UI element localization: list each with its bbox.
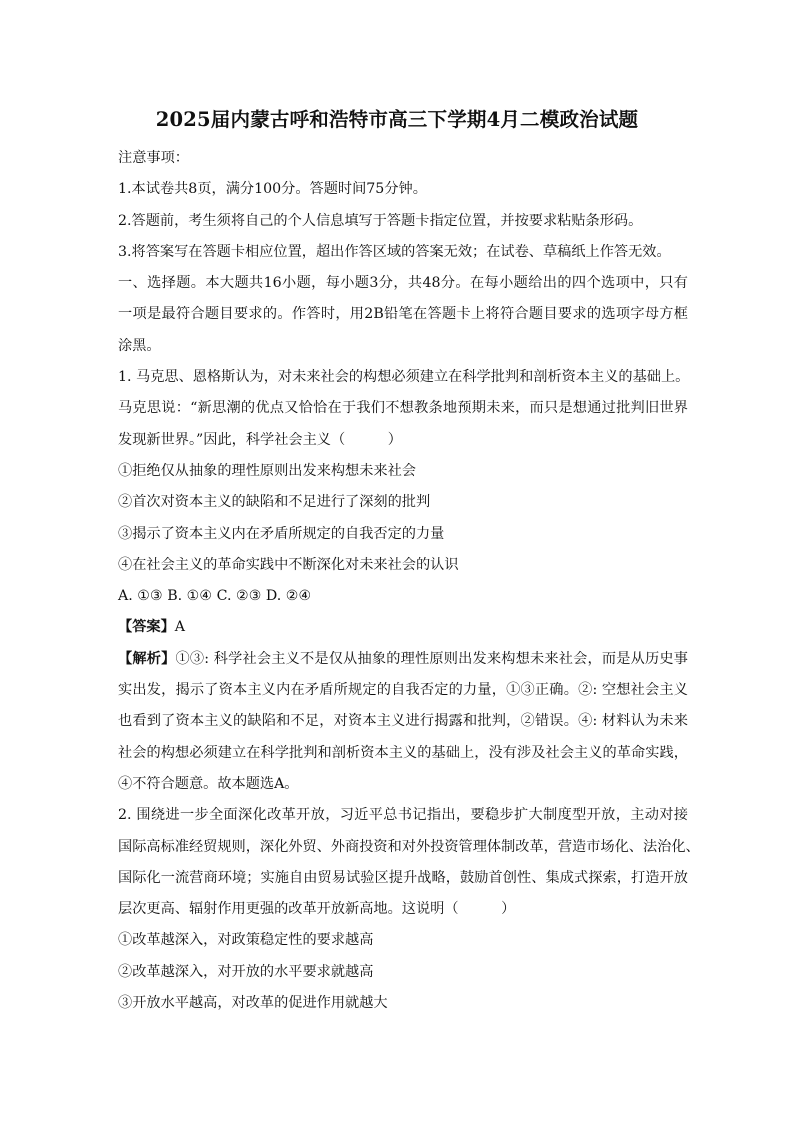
question-1-answer [118, 612, 690, 643]
page-title: 2025届内蒙古呼和浩特市高三下学期4月二模政治试题 [155, 108, 639, 131]
question-1-analysis: 也看到了资本主义的缺陷和不足，对资本主义进行揭露和批判，②错误。④: 材料认为未来 [118, 713, 688, 730]
notice-item: 2.答题前，考生须将自己的个人信息填写于答题卡指定位置，并按要求粘贴条形码。 [118, 212, 643, 229]
question-1-stem: 马克思说：“新思潮的优点又恰恰在于我们不想教条地预期未来，而只是想通过批判旧世界 [118, 400, 688, 417]
question-1-analysis: 社会的构想必须建立在科学批判和剖析资本主义的基础上，没有涉及社会主义的革命实践， [118, 744, 688, 761]
section-instruction: 一项是最符合题目要求的。作答时，用2B铅笔在答题卡上将符合题目要求的选项字母方框 [118, 306, 688, 323]
question-1-analysis [118, 644, 688, 675]
notice-heading: 注意事项： [118, 150, 189, 166]
question-2-stem: 层次更高、辐射作用更强的改革开放新高地。这说明（ ） [118, 901, 516, 918]
notice-item: 1.本试卷共8页，满分100分。答题时间75分钟。 [118, 181, 427, 198]
analysis-label: 【解析】 [118, 650, 176, 667]
question-2-stem: 2. 围绕进一步全面深化改革开放，习近平总书记指出，要稳步扩大制度型开放，主动对接 [118, 807, 688, 824]
section-instruction: 涂黑。 [118, 337, 161, 354]
question-1-option: ②首次对资本主义的缺陷和不足进行了深刻的批判 [118, 494, 431, 511]
question-2-option: ③开放水平越高，对改革的促进作用就越大 [118, 995, 388, 1012]
answer-value: A [174, 619, 186, 636]
question-1-analysis: 实出发，揭示了资本主义内在矛盾所规定的自我否定的力量，①③正确。②: 空想社会主义 [118, 682, 688, 699]
question-1-option: ③揭示了资本主义内在矛盾所规定的自我否定的力量 [118, 525, 445, 542]
analysis-text: ①③: 科学社会主义不是仅从抽象的理性原则出发来构想未来社会，而是从历史事 [175, 650, 688, 667]
question-2-option: ①改革越深入，对政策稳定性的要求越高 [118, 932, 374, 949]
notice-item: 3.将答案写在答题卡相应位置，超出作答区域的答案无效；在试卷、草稿纸上作答无效。 [118, 243, 671, 260]
question-1-analysis: ④不符合题意。故本题选A。 [118, 775, 299, 792]
document-body [118, 143, 700, 1019]
question-1-option: ④在社会主义的革命实践中不断深化对未来社会的认识 [118, 556, 459, 573]
answer-label: 【答案】 [118, 619, 175, 636]
question-1-stem: 1. 马克思、恩格斯认为，对未来社会的构想必须建立在科学批判和剖析资本主义的基础上。 [118, 369, 690, 386]
section-instruction: 一、选择题。本大题共16小题，每小题3分，共48分。在每小题给出的四个选项中，只有 [118, 275, 688, 292]
question-1-choices: A. ①③ B. ①④ C. ②③ D. ②④ [118, 588, 312, 605]
question-2-stem: 国际高标准经贸规则，深化外贸、外商投资和对外投资管理体制改革，营造市场化、法治化、 [118, 838, 700, 855]
question-1-stem: 发现新世界。”因此，科学社会主义（ ） [118, 431, 402, 448]
question-2-stem: 国际化一流营商环境；实施自由贸易试验区提升战略，鼓励首创性、集成式探索，打造开放 [118, 869, 688, 886]
question-1-option: ①拒绝仅从抽象的理性原则出发来构想未来社会 [118, 462, 416, 479]
question-2-option: ②改革越深入，对开放的水平要求就越高 [118, 963, 374, 980]
